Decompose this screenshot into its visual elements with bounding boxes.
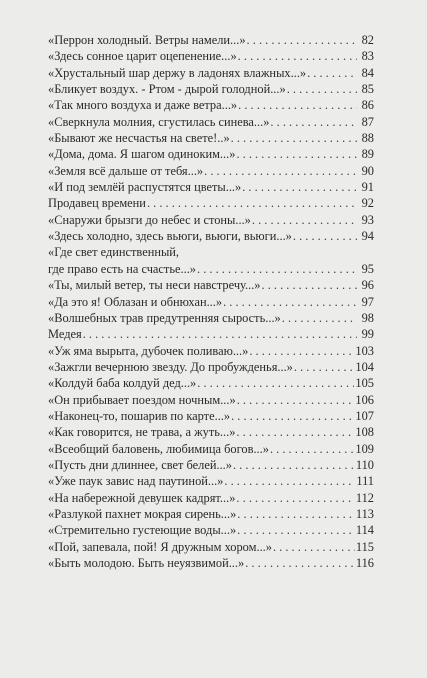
toc-entry-page-number: 110 [355,457,374,472]
dot-leader [262,277,358,293]
toc-entry [48,326,374,342]
toc-entry [48,228,374,244]
dot-leader [249,343,354,359]
dot-leader [294,359,355,375]
toc-entry [48,490,374,506]
dot-leader [252,212,357,228]
dot-leader [233,457,355,473]
toc-entry-title: «Уж яма вырыта, дубочек поливаю...» [48,343,249,358]
toc-entry [48,81,374,97]
toc-entry-title: «Волшебных трав предутренняя сырость...» [48,310,281,325]
toc-entry [48,441,374,457]
dot-leader [237,522,355,538]
toc-entry-title: «Земля всё дальше от тебя...» [48,163,204,178]
toc-entry-title: «Зажгли вечернюю звезду. До пробужденья...» [48,359,293,374]
toc-entry-page-number: 89 [361,147,374,162]
dot-leader [204,163,357,179]
toc-entry [48,359,374,375]
toc-entry [48,244,374,277]
dot-leader [147,195,357,211]
toc-entry-page-number: 90 [361,163,374,178]
toc-entry-page-number: 91 [361,180,374,195]
toc-entry-title: «Пой, запевала, пой! Я дружным хором...» [48,539,272,554]
dot-leader [293,228,357,244]
dot-leader [245,555,355,571]
toc-entry [48,48,374,64]
toc-entry [48,114,374,130]
toc-entry-page-number: 97 [361,294,374,309]
toc-entry [48,146,374,162]
toc-entry [48,97,374,113]
toc-entry-page-number: 105 [355,376,374,391]
toc-entry-page-number: 103 [355,343,374,358]
toc-entry [48,392,374,408]
dot-leader [242,179,357,195]
dot-leader [197,375,354,391]
toc-entry-title-continued: где право есть на счастье...» [48,261,196,276]
toc-entry [48,506,374,522]
toc-entry-title: «Дома, дома. Я шагом одиноким...» [48,147,236,162]
toc-entry [48,32,374,48]
toc-entry-page-number: 107 [355,408,374,423]
toc-entry-title: «Уже паук завис над паутиной...» [48,474,224,489]
dot-leader [247,32,357,48]
dot-leader [231,130,357,146]
dot-leader [237,506,355,522]
toc-entry [48,539,374,555]
toc-entry-title: «Наконец-то, пошарив по карте...» [48,408,231,423]
toc-entry-title: «Как говорится, не трава, а жуть...» [48,425,236,440]
dot-leader [238,48,357,64]
toc-entry [48,457,374,473]
toc-entry-page-number: 106 [355,392,374,407]
toc-entry [48,212,374,228]
toc-entry [48,294,374,310]
toc-entry-page-number: 111 [356,474,374,489]
toc-entry-page-number: 113 [355,506,374,521]
toc-entry-title: «Стремительно густеющие воды...» [48,523,237,538]
dot-leader [236,146,357,162]
dot-leader [231,408,354,424]
toc-entry-page-number: 114 [355,523,374,538]
dot-leader [307,65,357,81]
dot-leader [270,441,354,457]
dot-leader [197,261,357,277]
toc-entry-title: «Хрустальный шар держу в ладонях влажных...» [48,65,307,80]
dot-leader [270,114,357,130]
toc-entry-title: «Колдуй баба колдуй дед...» [48,376,197,391]
toc-entry-page-number: 98 [361,310,374,325]
toc-entry-page-number: 109 [355,441,374,456]
toc-entry-title: Продавец времени [48,196,146,211]
toc-entry [48,310,374,326]
toc-entry-title: «Сверкнула молния, сгустилась синева...» [48,114,270,129]
toc-entry-page-number: 84 [361,65,374,80]
toc-entry-page-number: 116 [355,556,374,570]
toc-entry-title: «Ты, милый ветер, ты неси навстречу...» [48,278,261,293]
toc-entry-title: «Всеобщий баловень, любимица богов...» [48,441,269,456]
toc-entry-page-number: 92 [361,196,374,211]
dot-leader [83,326,357,342]
toc-entry-title: «Он прибывает поездом ночным...» [48,392,236,407]
toc-entry-title: «Так много воздуха и даже ветра...» [48,98,238,113]
toc-entry-page-number: 108 [355,425,374,440]
dot-leader [273,539,355,555]
toc-entry-title: «Где свет единственный, [48,245,180,260]
toc-entry [48,473,374,489]
toc-entry-title: «Бывают же несчастья на свете!..» [48,131,230,146]
toc-entry-page-number: 87 [361,114,374,129]
toc-entry-title: «Здесь сонное царит оцепенение...» [48,49,237,64]
toc-entry-title: «Перрон холодный. Ветры намели...» [48,33,246,47]
dot-leader [224,473,355,489]
toc-entry [48,130,374,146]
toc-entry-page-number: 96 [361,278,374,293]
toc-entry [48,424,374,440]
toc-entry-title: Медея [48,327,82,342]
toc-entry-page-number: 86 [361,98,374,113]
dot-leader [287,81,357,97]
toc-entry-title: «Бликует воздух. - Ртом - дырой голодной...» [48,82,286,97]
toc-entry [48,179,374,195]
toc-entry-page-number: 93 [361,212,374,227]
toc-entry [48,555,374,571]
toc-entry [48,375,374,391]
toc-entry [48,65,374,81]
toc-entry [48,163,374,179]
dot-leader [282,310,357,326]
toc-entry-title: «Здесь холодно, здесь вьюги, вьюги, вьюги...» [48,229,292,244]
toc-entry-page-number: 83 [361,49,374,64]
toc-entry-title: «Быть молодою. Быть неуязвимой...» [48,556,245,570]
toc-entry-page-number: 82 [361,33,374,47]
toc-entry-page-number: 104 [355,359,374,374]
toc-entry-page-number: 94 [361,229,374,244]
toc-entry-page-number: 88 [361,131,374,146]
toc-entry [48,195,374,211]
toc-entry-page-number: 112 [355,490,374,505]
toc-entry-page-number: 85 [361,82,374,97]
toc-entry-title: «Снаружи брызги до небес и стоны...» [48,212,251,227]
table-of-contents [48,32,374,571]
dot-leader [238,97,357,113]
toc-entry-title: «Да это я! Облазан и обнюхан...» [48,294,223,309]
toc-entry-page-number: 95 [361,261,374,276]
toc-entry-page-number: 99 [361,327,374,342]
toc-entry-title: «На набережной девушек кадрят...» [48,490,236,505]
toc-entry-page-number: 115 [355,539,374,554]
dot-leader [236,424,354,440]
toc-entry [48,277,374,293]
toc-entry-title: «И под землёй распустятся цветы...» [48,180,242,195]
dot-leader [223,294,357,310]
toc-entry [48,408,374,424]
dot-leader [236,490,354,506]
toc-entry [48,522,374,538]
toc-entry [48,343,374,359]
dot-leader [237,392,355,408]
toc-entry-title: «Пусть дни длиннее, свет белей...» [48,457,232,472]
toc-entry-title: «Разлукой пахнет мокрая сирень...» [48,506,237,521]
